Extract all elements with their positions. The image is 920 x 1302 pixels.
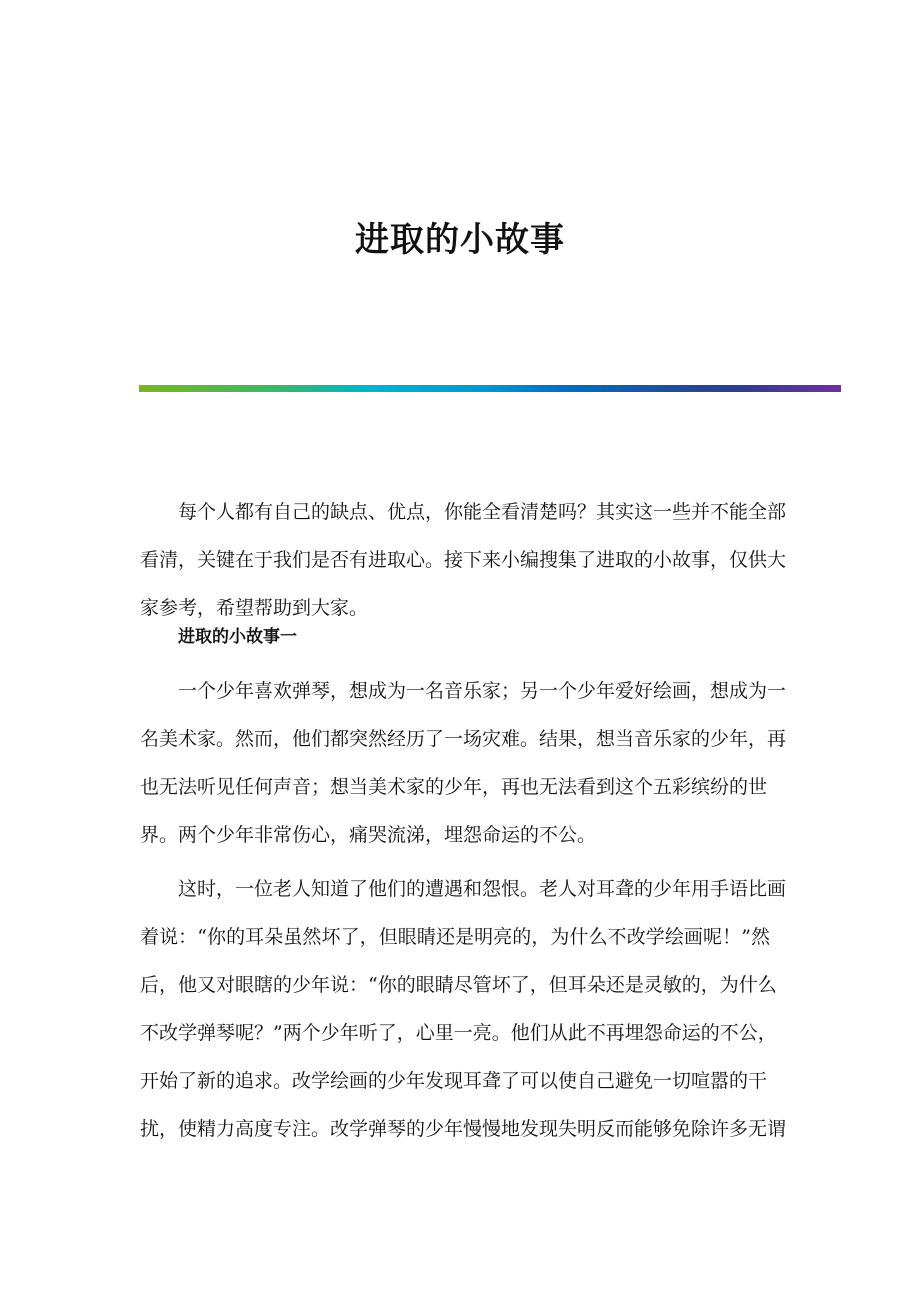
paragraph-line: 名美术家。然而，他们都突然经历了一场灾难。结果，想当音乐家的少年，再	[140, 728, 787, 750]
paragraph-line: 一个少年喜欢弹琴，想成为一名音乐家；另一个少年爱好绘画，想成为一	[178, 680, 787, 702]
paragraph-line: 这时，一位老人知道了他们的遭遇和怨恨。老人对耳聋的少年用手语比画	[178, 878, 787, 900]
paragraph-line: 扰，使精力高度专注。改学弹琴的少年慢慢地发现失明反而能够免除许多无谓	[140, 1118, 787, 1140]
document-title: 进取的小故事	[355, 220, 565, 260]
intro-line: 看清，关键在于我们是否有进取心。接下来小编搜集了进取的小故事，仅供大	[140, 549, 787, 571]
intro-line: 每个人都有自己的缺点、优点，你能全看清楚吗？其实这一些并不能全部	[178, 501, 787, 523]
intro-line: 家参考，希望帮助到大家。	[140, 597, 369, 619]
paragraph-line: 界。两个少年非常伤心，痛哭流涕，埋怨命运的不公。	[140, 824, 597, 846]
paragraph-line: 开始了新的追求。改学绘画的少年发现耳聋了可以使自己避免一切喧嚣的干	[140, 1070, 768, 1092]
paragraph-line: 后，他又对眼瞎的少年说：“你的眼睛尽管坏了，但耳朵还是灵敏的，为什么	[140, 974, 777, 996]
paragraph-line: 也无法听见任何声音；想当美术家的少年，再也无法看到这个五彩缤纷的世	[140, 776, 768, 798]
section-heading: 进取的小故事一	[178, 627, 297, 647]
paragraph-line: 不改学弹琴呢？”两个少年听了，心里一亮。他们从此不再埋怨命运的不公，	[140, 1022, 777, 1044]
paragraph-line: 着说：“你的耳朵虽然坏了，但眼睛还是明亮的，为什么不改学绘画呢！”然	[140, 926, 770, 948]
gradient-divider	[139, 385, 841, 392]
